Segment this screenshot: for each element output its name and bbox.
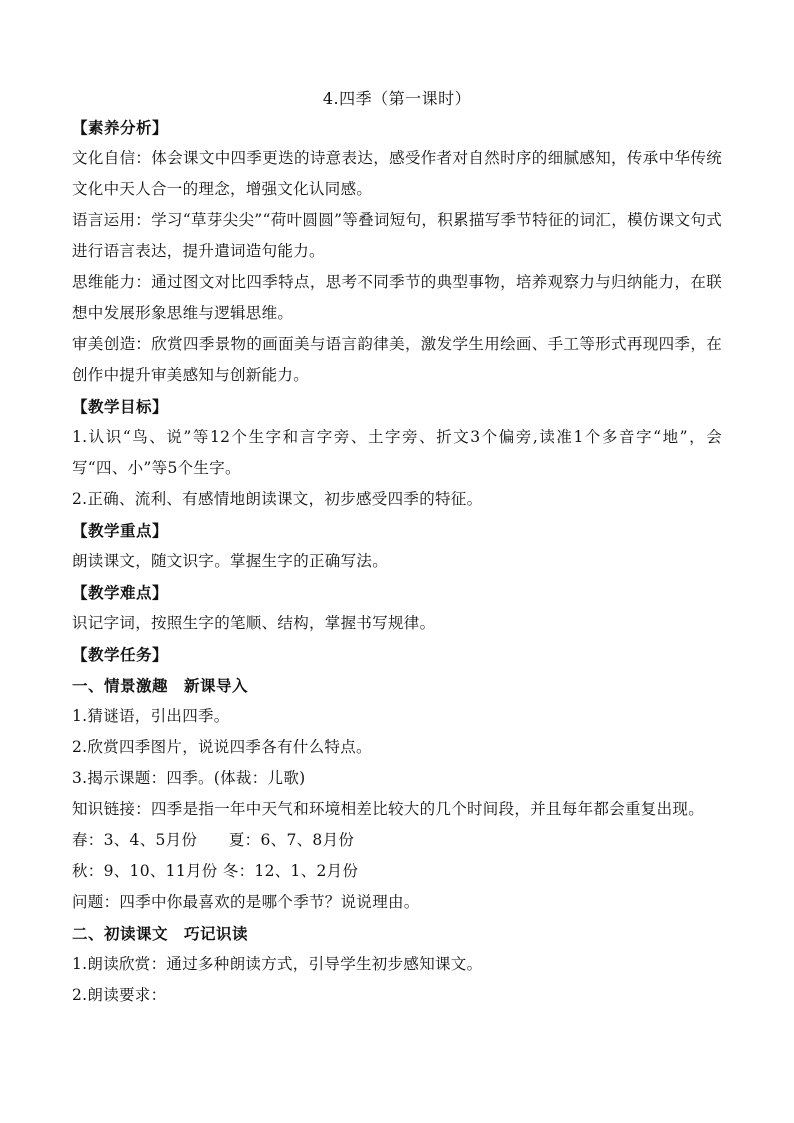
goal-item-2: 2.正确、流利、有感情地朗读课文，初步感受四季的特征。 [72,490,483,508]
task1-line-autumn-winter: 秋：9、10、11月份 冬：12、1、2月份 [72,862,359,880]
section-heading-difficulties: 【教学难点】 [72,583,169,602]
task-subheading-1: 一、情景激趣 新课导入 [72,676,249,695]
task1-line-topic: 3.揭示课题：四季。(体裁：儿歌) [72,769,306,787]
task2-line-reading: 1.朗读欣赏：通过多种朗读方式，引导学生初步感知课文。 [72,955,483,973]
goal-item-1: 1.认识“鸟、说”等12个生字和言字旁、土字旁、折文3个偏旁,读准1个多音字“地”，会写“四、小”等5个生字。 [72,428,722,477]
section-heading-key-points: 【教学重点】 [72,521,169,540]
task1-line-knowledge-link: 知识链接：四季是指一年中天气和环境相差比较大的几个时间段，并且每年都会重复出现。 [72,800,705,818]
difficulty-text: 识记字词，按照生字的笔顺、结构，掌握书写规律。 [72,614,436,632]
key-point-text: 朗读课文，随文识字。掌握生字的正确写法。 [72,552,389,570]
literacy-paragraph-thinking: 思维能力：通过图文对比四季特点，思考不同季节的典型事物，培养观察力与归纳能力，在联想中发展形象思维与逻辑思维。 [72,273,722,322]
section-heading-literacy: 【素养分析】 [72,118,169,137]
task-subheading-2: 二、初读课文 巧记识读 [72,924,249,943]
literacy-paragraph-culture: 文化自信：体会课文中四季更迭的诗意表达，感受作者对自然时序的细腻感知，传承中华传统文化中天人合一的理念，增强文化认同感。 [72,149,722,198]
task1-line-spring-summer: 春：3、4、5月份 夏：6、7、8月份 [72,831,355,849]
literacy-paragraph-language: 语言运用：学习“草芽尖尖”“荷叶圆圆”等叠词短句，积累描写季节特征的词汇，模仿课文句式进行语言表达，提升遣词造句能力。 [72,211,722,260]
task2-line-requirements: 2.朗读要求： [72,986,167,1004]
page-title: 4.四季（第一课时） [322,89,472,108]
section-heading-goals: 【教学目标】 [72,397,169,416]
literacy-paragraph-aesthetics: 审美创造：欣赏四季景物的画面美与语言韵律美，激发学生用绘画、手工等形式再现四季，在创作中提升审美感知与创新能力。 [72,335,722,384]
document-body [72,86,722,1011]
task1-line-riddle: 1.猜谜语，引出四季。 [72,707,230,725]
task1-line-question: 问题：四季中你最喜欢的是哪个季节？说说理由。 [72,893,420,911]
task1-line-pictures: 2.欣赏四季图片，说说四季各有什么特点。 [72,738,372,756]
section-heading-tasks: 【教学任务】 [72,645,169,664]
